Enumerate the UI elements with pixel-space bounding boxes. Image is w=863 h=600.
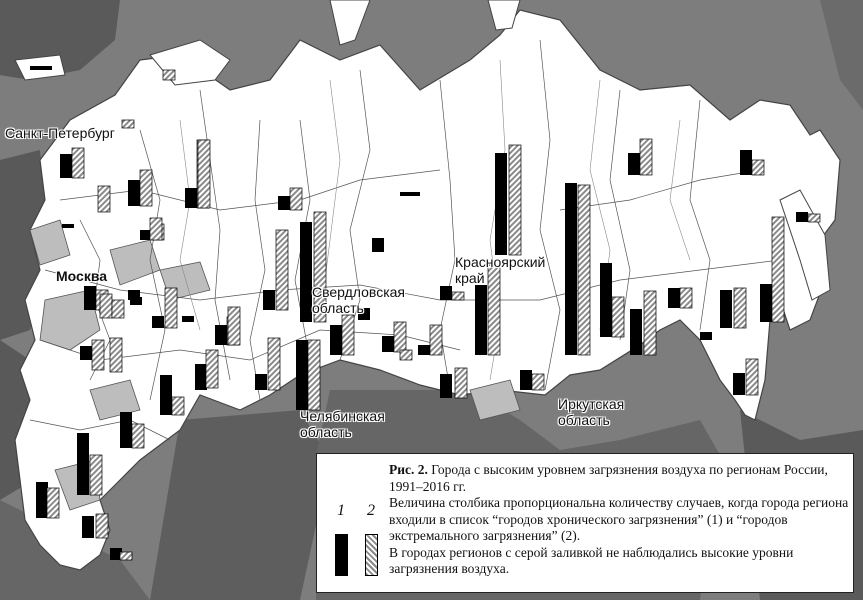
legend-number-2: 2 [367,502,375,519]
bar-extreme [394,322,406,352]
bar-extreme [808,214,820,222]
bar-chronic [40,66,52,70]
bar-extreme [122,120,134,128]
bar-chronic [182,316,194,322]
bar-chronic [668,288,680,308]
bar-extreme [172,397,184,415]
bar-extreme [276,230,288,310]
bar-extreme [734,288,746,328]
bar-chronic [440,286,452,300]
bar-extreme [612,297,624,337]
label-moscow: Москва [56,268,108,284]
bar-extreme [644,291,656,355]
bar-chronic [495,153,507,255]
bar-extreme [400,350,412,360]
bar-chronic [372,238,384,252]
bar-extreme [308,340,320,410]
bar-extreme [112,300,124,318]
bar-chronic [128,180,140,206]
bar-extreme [452,292,464,300]
bar-chronic [36,482,48,518]
bar-extreme [198,140,210,208]
bar-chronic [84,286,96,310]
bar-extreme [96,514,108,538]
bar-chronic [520,370,532,390]
bar-extreme [163,70,175,80]
bar-chronic [330,325,342,355]
bar-extreme [578,185,590,355]
label-irkutsk: Иркутская область [558,396,625,428]
bar-extreme [150,218,162,240]
bar-extreme [206,350,218,388]
bar-extreme [228,307,240,345]
bar-extreme [455,368,467,398]
bar-chronic [760,284,772,322]
legend-bar-chronic [335,534,348,576]
bar-extreme [120,552,132,560]
caption-title-bold: Рис. 2. [389,462,428,477]
bar-chronic [152,316,164,328]
label-chelyabinsk: Челябинская область [300,408,385,440]
bar-chronic [796,212,808,222]
bar-chronic [160,375,172,415]
bar-chronic [195,364,207,390]
bar-extreme [90,455,102,495]
bar-chronic [185,188,197,208]
bar-extreme [430,325,442,355]
bar-extreme [92,340,104,370]
bar-extreme [746,359,758,395]
bar-extreme [132,424,144,448]
bar-chronic [130,297,142,305]
bar-chronic [600,263,612,337]
caption-box [316,453,854,593]
bar-chronic [80,346,92,360]
label-saint-petersburg: Санкт-Петербург [5,125,115,141]
bar-chronic [740,150,752,175]
bar-chronic [475,285,487,355]
bar-chronic [215,325,227,345]
bar-extreme [98,186,110,212]
bar-chronic [82,516,94,538]
caption-body-1: Величина столбика пропорциональна количеству случаев, когда города региона входили в список “городов хронического загрязнения” (1) и “городов экстремального загрязнения” (2). [389,495,849,543]
bar-extreme [165,288,177,328]
caption-text [389,462,849,578]
bar-chronic [60,154,72,178]
bar-extreme [509,145,521,255]
bar-extreme [532,374,544,390]
bar-chronic [77,433,89,495]
bar-chronic [296,340,308,410]
bar-chronic [733,373,745,395]
bar-extreme [268,338,280,390]
bar-chronic [700,332,712,340]
legend-number-1: 1 [337,502,345,519]
label-sverdlovsk: Свердловская область [312,284,406,316]
bar-chronic [120,412,132,448]
bar-chronic [300,222,312,322]
caption-body-2: В городах регионов с серой заливкой не наблюдались высокие уровни загрязнения воздуха. [389,544,794,576]
bar-chronic [62,224,74,228]
bar-extreme [110,338,122,372]
bar-chronic [440,374,452,398]
bar-chronic [628,153,640,175]
bar-chronic [278,196,290,210]
bar-extreme [47,488,59,518]
label-krasnoyarsk: Красноярский край [455,254,546,286]
bar-extreme [680,288,692,308]
bar-extreme [290,188,302,210]
bar-extreme [772,217,784,322]
bar-chronic [408,192,420,196]
bar-chronic [720,290,732,328]
bar-extreme [100,294,112,318]
bar-extreme [342,315,354,355]
bar-chronic [418,345,430,355]
bar-extreme [640,139,652,175]
bar-extreme [72,148,84,178]
bar-chronic [263,290,275,310]
bar-chronic [382,336,394,352]
caption-title: Города с высоким уровнем загрязнения воздуха по регионам России, 1991–2016 гг. [389,462,828,494]
bar-extreme [752,160,764,175]
bar-extreme [140,170,152,206]
bar-chronic [630,309,642,355]
legend-bar-extreme [365,534,378,576]
bar-chronic [255,374,267,390]
